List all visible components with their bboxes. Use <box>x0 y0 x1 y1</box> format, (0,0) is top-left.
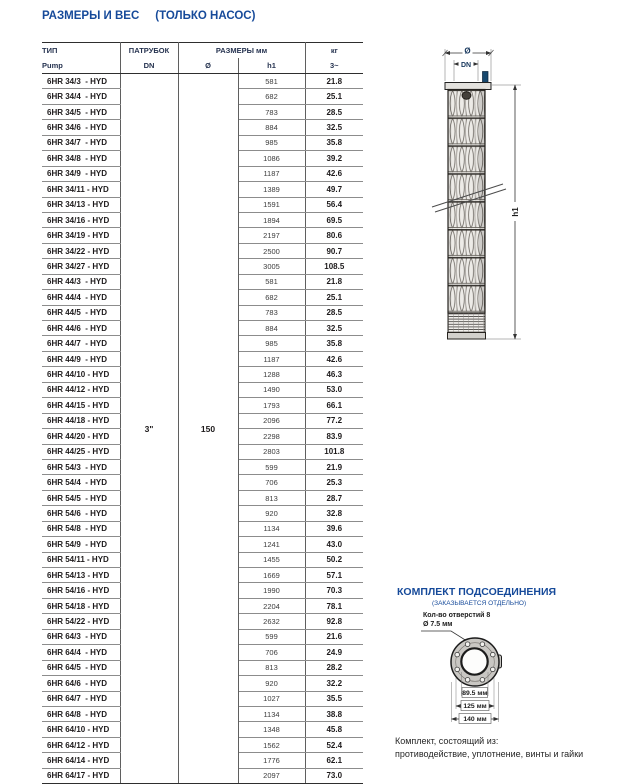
kg-value: 66.1 <box>305 398 363 413</box>
h1-value: 813 <box>238 490 305 505</box>
kg-value: 77.2 <box>305 413 363 428</box>
h1-value: 2204 <box>238 598 305 613</box>
pump-model: 6HR 44/3 - HYD <box>42 274 120 289</box>
h1-value: 1288 <box>238 367 305 382</box>
kit-title: КОМПЛЕКТ ПОДСОЕДИНЕНИЯ <box>397 586 557 598</box>
kg-value: 78.1 <box>305 598 363 613</box>
bottom-cap <box>448 333 486 340</box>
pump-table-body <box>42 74 363 784</box>
kg-value: 21.6 <box>305 629 363 644</box>
h1-value: 2500 <box>238 243 305 258</box>
bolt-hole <box>465 642 470 647</box>
kg-value: 28.5 <box>305 104 363 119</box>
kg-value: 35.8 <box>305 336 363 351</box>
pump-model: 6HR 54/22 - HYD <box>42 614 120 629</box>
kg-value: 39.2 <box>305 151 363 166</box>
pump-model: 6HR 54/6 - HYD <box>42 506 120 521</box>
flange-bore <box>461 648 487 674</box>
dim-outer-label: 140 мм <box>463 716 487 723</box>
kg-value: 24.9 <box>305 645 363 660</box>
pump-model: 6HR 44/20 - HYD <box>42 429 120 444</box>
kit-note-line2: противодействие, уплотнение, винты и гайки <box>395 748 584 759</box>
h1-value: 1894 <box>238 212 305 227</box>
pump-model: 6HR 54/18 - HYD <box>42 598 120 613</box>
pump-model: 6HR 34/4 - HYD <box>42 89 120 104</box>
bolt-hole <box>480 678 485 683</box>
dim-bolt-circle-label: 125 мм <box>463 703 487 710</box>
kg-value: 49.7 <box>305 182 363 197</box>
h1-value: 1776 <box>238 753 305 768</box>
h1-value: 783 <box>238 305 305 320</box>
pump-model: 6HR 34/22 - HYD <box>42 243 120 258</box>
top-valve <box>462 92 471 100</box>
pump-model: 6HR 64/3 - HYD <box>42 629 120 644</box>
pump-model: 6HR 44/15 - HYD <box>42 398 120 413</box>
kg-value: 25.3 <box>305 475 363 490</box>
kg-value: 57.1 <box>305 568 363 583</box>
pump-body-drawing <box>432 72 506 340</box>
kg-value: 42.6 <box>305 351 363 366</box>
diameter-value: 150 <box>178 74 238 784</box>
kg-value: 108.5 <box>305 259 363 274</box>
col-header-dn: ПАТРУБОК <box>120 43 178 59</box>
col-header-phase: 3~ <box>305 58 363 74</box>
h1-value: 599 <box>238 629 305 644</box>
h1-value: 1990 <box>238 583 305 598</box>
pump-model: 6HR 34/7 - HYD <box>42 135 120 150</box>
kg-value: 70.3 <box>305 583 363 598</box>
kg-value: 52.4 <box>305 737 363 752</box>
kit-note-line1: Комплект, состоящий из: <box>395 736 499 746</box>
pump-drawing <box>420 35 627 355</box>
pump-model: 6HR 64/10 - HYD <box>42 722 120 737</box>
kg-value: 25.1 <box>305 290 363 305</box>
h1-value: 1455 <box>238 552 305 567</box>
kg-value: 35.5 <box>305 691 363 706</box>
flange-drawing <box>420 612 560 738</box>
kit-note <box>395 735 583 760</box>
kg-value: 32.8 <box>305 506 363 521</box>
kg-value: 35.8 <box>305 135 363 150</box>
kg-value: 46.3 <box>305 367 363 382</box>
pump-model: 6HR 34/9 - HYD <box>42 166 120 181</box>
pump-model: 6HR 64/4 - HYD <box>42 645 120 660</box>
kg-value: 21.9 <box>305 459 363 474</box>
h1-value: 2096 <box>238 413 305 428</box>
dn-label: DN <box>460 61 472 69</box>
pump-model: 6HR 44/18 - HYD <box>42 413 120 428</box>
h1-value: 2803 <box>238 444 305 459</box>
dn-value: 3" <box>120 74 178 784</box>
pump-model: 6HR 54/13 - HYD <box>42 568 120 583</box>
kg-value: 21.8 <box>305 74 363 89</box>
col-header-h1: h1 <box>238 58 305 74</box>
pump-model: 6HR 54/5 - HYD <box>42 490 120 505</box>
kg-value: 28.5 <box>305 305 363 320</box>
h1-label: h1 <box>511 207 520 217</box>
h1-value: 1348 <box>238 722 305 737</box>
h1-value: 1187 <box>238 166 305 181</box>
page-title-note: (ТОЛЬКО НАСОС) <box>155 10 256 22</box>
h1-value: 706 <box>238 475 305 490</box>
kg-value: 53.0 <box>305 382 363 397</box>
kg-value: 73.0 <box>305 768 363 783</box>
bolt-hole <box>491 667 496 672</box>
kg-value: 90.7 <box>305 243 363 258</box>
pump-model: 6HR 54/8 - HYD <box>42 521 120 536</box>
h1-value: 985 <box>238 336 305 351</box>
col-header-type: ТИП <box>42 43 120 59</box>
h1-value: 1562 <box>238 737 305 752</box>
h1-value: 2632 <box>238 614 305 629</box>
kg-value: 32.5 <box>305 321 363 336</box>
pump-model: 6HR 44/7 - HYD <box>42 336 120 351</box>
pump-model: 6HR 64/12 - HYD <box>42 737 120 752</box>
h1-value: 2097 <box>238 768 305 783</box>
pump-model: 6HR 34/8 - HYD <box>42 151 120 166</box>
h1-dimension <box>486 85 521 339</box>
pump-model: 6HR 34/27 - HYD <box>42 259 120 274</box>
kg-value: 38.8 <box>305 706 363 721</box>
kit-subtitle: (ЗАКАЗЫВАЕТСЯ ОТДЕЛЬНО) <box>432 600 527 607</box>
kg-value: 21.8 <box>305 274 363 289</box>
kg-value: 39.6 <box>305 521 363 536</box>
pump-model: 6HR 64/8 - HYD <box>42 706 120 721</box>
cable-guard <box>483 72 489 84</box>
diameter-label: Ø <box>464 46 471 56</box>
h1-value: 1793 <box>238 398 305 413</box>
pump-model: 6HR 64/17 - HYD <box>42 768 120 783</box>
pump-model: 6HR 44/12 - HYD <box>42 382 120 397</box>
bolt-hole <box>455 667 460 672</box>
pump-model: 6HR 44/10 - HYD <box>42 367 120 382</box>
pump-model: 6HR 34/13 - HYD <box>42 197 120 212</box>
h1-value: 682 <box>238 290 305 305</box>
h1-value: 581 <box>238 274 305 289</box>
kg-value: 32.5 <box>305 120 363 135</box>
h1-value: 1086 <box>238 151 305 166</box>
h1-value: 1134 <box>238 521 305 536</box>
pump-model: 6HR 44/6 - HYD <box>42 321 120 336</box>
h1-value: 581 <box>238 74 305 89</box>
page-title-main: РАЗМЕРЫ И ВЕС <box>42 10 140 22</box>
pump-model: 6HR 34/19 - HYD <box>42 228 120 243</box>
kg-value: 83.9 <box>305 429 363 444</box>
dn-dimension <box>454 59 478 81</box>
pump-model: 6HR 44/5 - HYD <box>42 305 120 320</box>
pump-model: 6HR 64/7 - HYD <box>42 691 120 706</box>
kg-value: 56.4 <box>305 197 363 212</box>
h1-value: 783 <box>238 104 305 119</box>
bolt-hole <box>465 678 470 683</box>
h1-value: 706 <box>238 645 305 660</box>
pump-model: 6HR 64/6 - HYD <box>42 676 120 691</box>
col-header-dn-sub: DN <box>120 58 178 74</box>
dim-bore-label: 89.5 мм <box>462 690 488 697</box>
kg-value: 69.5 <box>305 212 363 227</box>
kg-value: 92.8 <box>305 614 363 629</box>
pump-model: 6HR 54/16 - HYD <box>42 583 120 598</box>
pump-model: 6HR 44/4 - HYD <box>42 290 120 305</box>
h1-value: 813 <box>238 660 305 675</box>
h1-value: 1490 <box>238 382 305 397</box>
pump-model: 6HR 44/9 - HYD <box>42 351 120 366</box>
kg-value: 62.1 <box>305 753 363 768</box>
h1-value: 1027 <box>238 691 305 706</box>
dimensions-table <box>42 42 363 784</box>
h1-value: 1591 <box>238 197 305 212</box>
h1-value: 1389 <box>238 182 305 197</box>
kg-value: 25.1 <box>305 89 363 104</box>
h1-value: 2298 <box>238 429 305 444</box>
pump-model: 6HR 34/3 - HYD <box>42 74 120 89</box>
h1-value: 599 <box>238 459 305 474</box>
kg-value: 50.2 <box>305 552 363 567</box>
pump-model: 6HR 54/9 - HYD <box>42 537 120 552</box>
pump-model: 6HR 34/5 - HYD <box>42 104 120 119</box>
page-title <box>42 10 255 22</box>
kg-value: 80.6 <box>305 228 363 243</box>
pump-model: 6HR 54/11 - HYD <box>42 552 120 567</box>
h1-value: 2197 <box>238 228 305 243</box>
bolt-hole <box>455 652 460 657</box>
h1-value: 1134 <box>238 706 305 721</box>
pump-model: 6HR 34/16 - HYD <box>42 212 120 227</box>
holes-label-line2: Ø 7.5 мм <box>423 620 453 628</box>
pump-model: 6HR 64/14 - HYD <box>42 753 120 768</box>
h1-value: 884 <box>238 120 305 135</box>
h1-value: 920 <box>238 506 305 521</box>
h1-value: 682 <box>238 89 305 104</box>
kg-value: 28.7 <box>305 490 363 505</box>
bolt-hole <box>480 642 485 647</box>
kg-value: 32.2 <box>305 676 363 691</box>
h1-value: 884 <box>238 321 305 336</box>
kg-value: 42.6 <box>305 166 363 181</box>
pump-model: 6HR 34/11 - HYD <box>42 182 120 197</box>
h1-value: 985 <box>238 135 305 150</box>
kg-value: 45.8 <box>305 722 363 737</box>
col-header-kg: кг <box>330 46 338 55</box>
pump-model: 6HR 34/6 - HYD <box>42 120 120 135</box>
h1-value: 3005 <box>238 259 305 274</box>
table-header <box>42 43 363 74</box>
bolt-hole <box>491 652 496 657</box>
pump-model: 6HR 64/5 - HYD <box>42 660 120 675</box>
pump-model: 6HR 44/25 - HYD <box>42 444 120 459</box>
table-row <box>42 74 363 89</box>
suction-strainer <box>448 313 485 333</box>
kg-value: 28.2 <box>305 660 363 675</box>
col-header-dimensions: РАЗМЕРЫ мм <box>178 43 305 59</box>
h1-value: 1187 <box>238 351 305 366</box>
kg-value: 101.8 <box>305 444 363 459</box>
pump-model: 6HR 54/3 - HYD <box>42 459 120 474</box>
kg-value: 43.0 <box>305 537 363 552</box>
h1-value: 1669 <box>238 568 305 583</box>
holes-label-line1: Кол-во отверстий 8 <box>423 612 491 619</box>
col-header-diameter: Ø <box>178 58 238 74</box>
col-header-pump: Pump <box>42 58 120 74</box>
h1-value: 1241 <box>238 537 305 552</box>
pump-model: 6HR 54/4 - HYD <box>42 475 120 490</box>
h1-value: 920 <box>238 676 305 691</box>
